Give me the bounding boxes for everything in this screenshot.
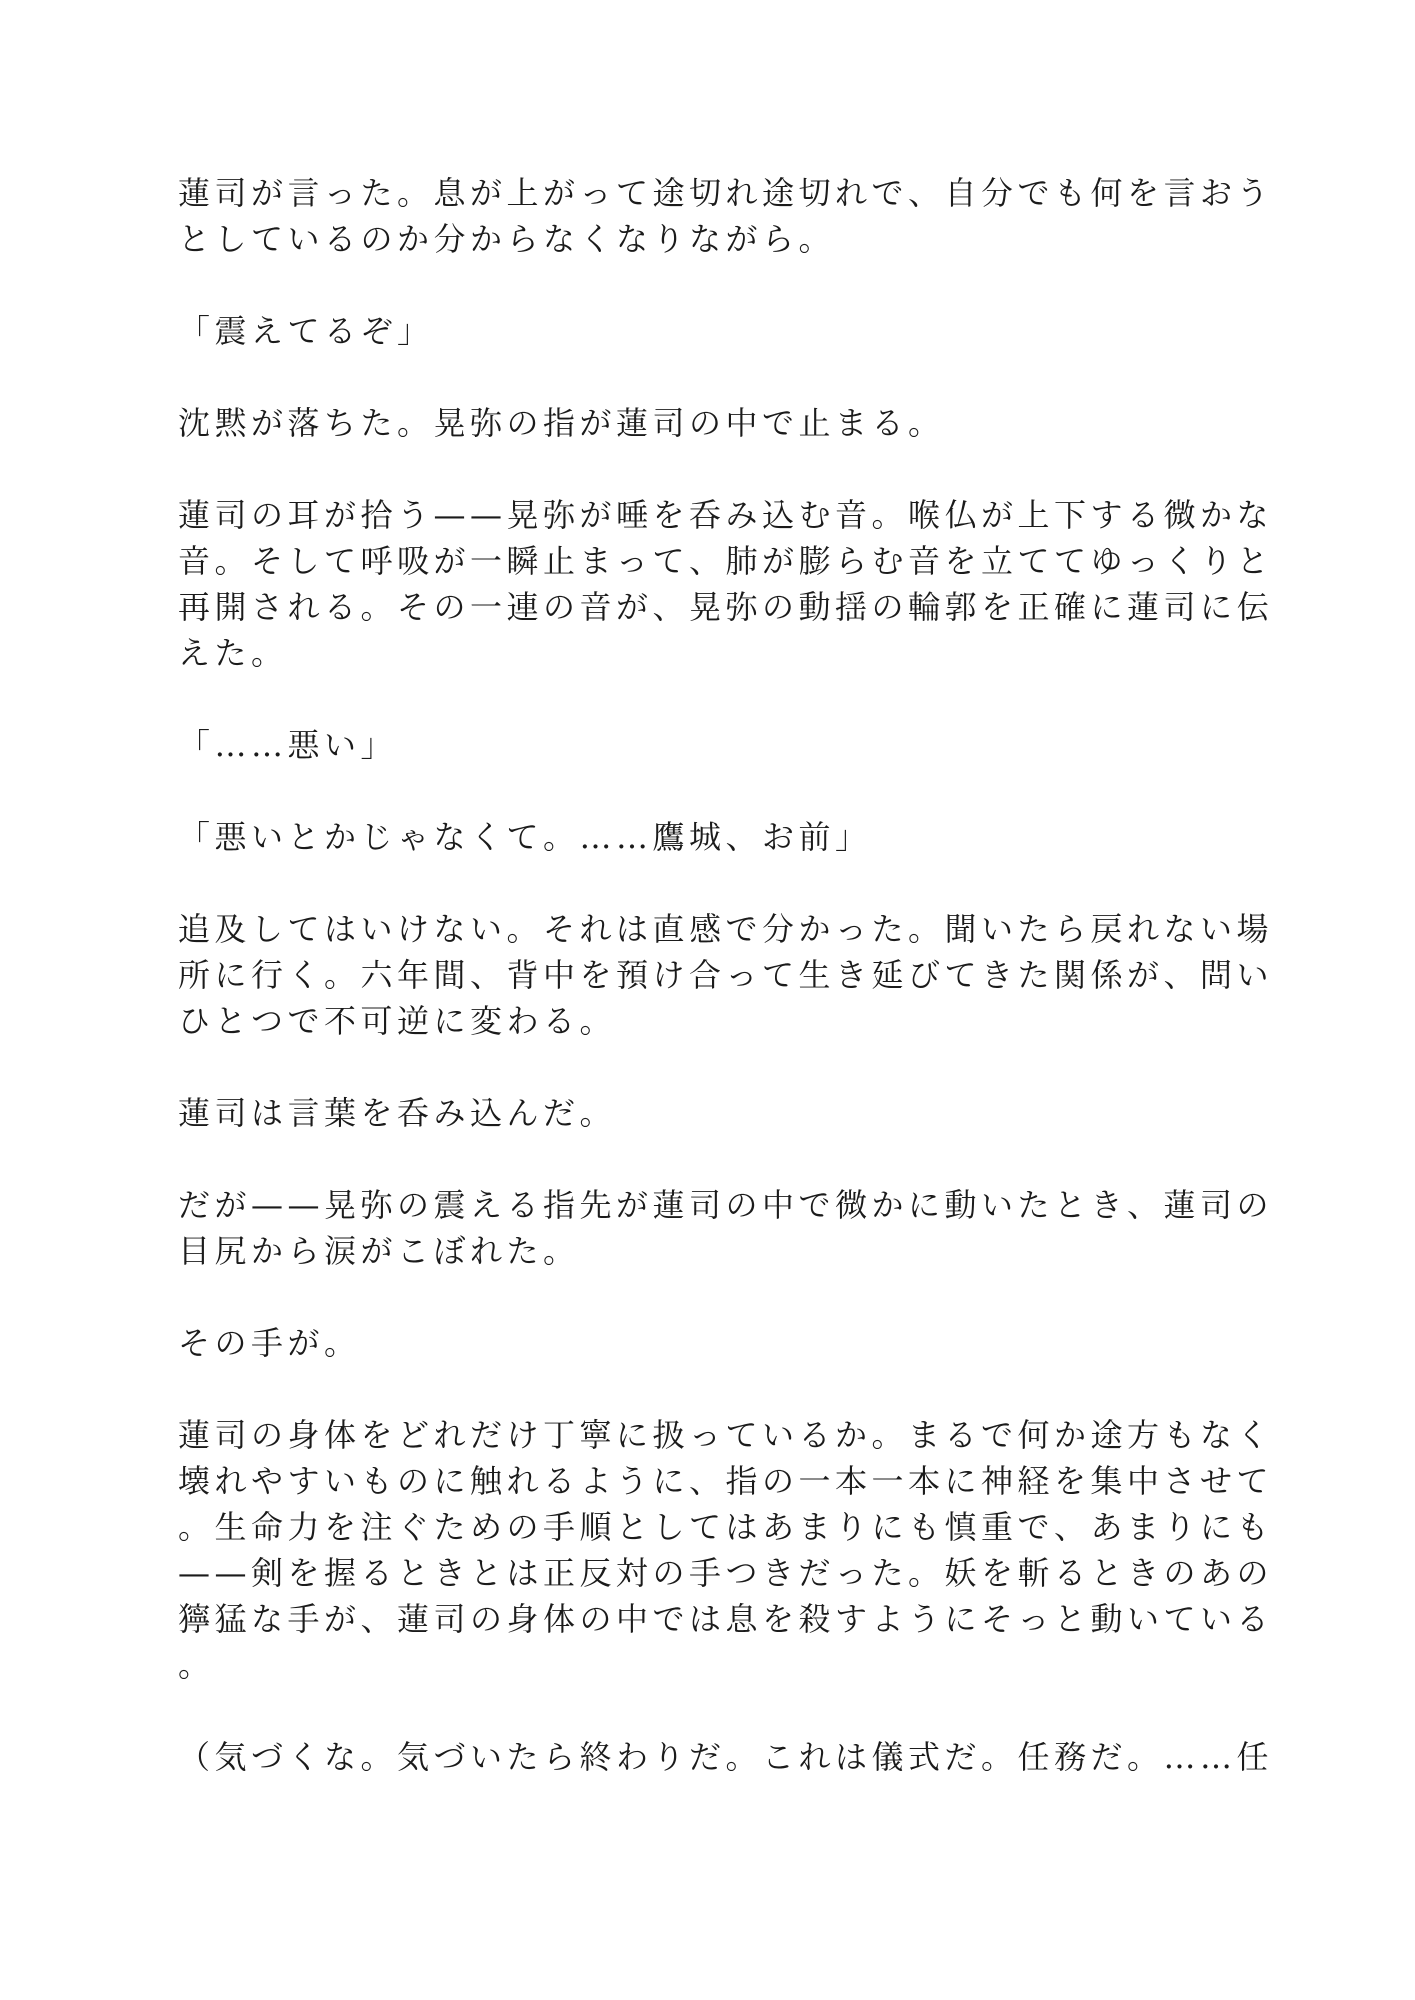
dialogue-paragraph: 「……悪い」 — [178, 726, 398, 764]
dialogue-paragraph: 「悪いとかじゃなくて。……鷹城、お前」 — [178, 818, 872, 856]
paragraph: その手が。 — [178, 1324, 361, 1362]
monologue-paragraph: （気づくな。気づいたら終わりだ。これは儀式だ。任務だ。……任 — [178, 1738, 1274, 1776]
paragraph: 沈黙が落ちた。晃弥の指が蓮司の中で止まる。 — [178, 404, 945, 442]
paragraph: だが——晃弥の震える指先が蓮司の中で微かに動いたとき、蓮司の目尻から涙がこぼれた。 — [178, 1186, 1274, 1270]
paragraph: 蓮司は言葉を呑み込んだ。 — [178, 1094, 617, 1132]
paragraph: 蓮司が言った。息が上がって途切れ途切れで、自分でも何を言おうとしているのか分からなくなりながら。 — [178, 174, 1274, 258]
paragraph: 追及してはいけない。それは直感で分かった。聞いたら戻れない場所に行く。六年間、背中を預け合って生き延びてきた関係が、問いひとつで不可逆に変わる。 — [178, 910, 1274, 1040]
paragraph: 蓮司の耳が拾う——晃弥が唾を呑み込む音。喉仏が上下する微かな音。そして呼吸が一瞬止まって、肺が膨らむ音を立ててゆっくりと再開される。その一連の音が、晃弥の動揺の輪郭を正確に蓮司に伝えた。 — [178, 496, 1274, 672]
paragraph: 蓮司の身体をどれだけ丁寧に扱っているか。まるで何か途方もなく壊れやすいものに触れるように、指の一本一本に神経を集中させて。生命力を注ぐための手順としてはあまりにも慎重で、あまりにも——剣を握るときとは正反対の手つきだった。妖を斬るときのあの獰猛な手が、蓮司の身体の中では息を殺すようにそっと動いている。 — [178, 1416, 1274, 1684]
dialogue-paragraph: 「震えてるぞ」 — [178, 312, 434, 350]
